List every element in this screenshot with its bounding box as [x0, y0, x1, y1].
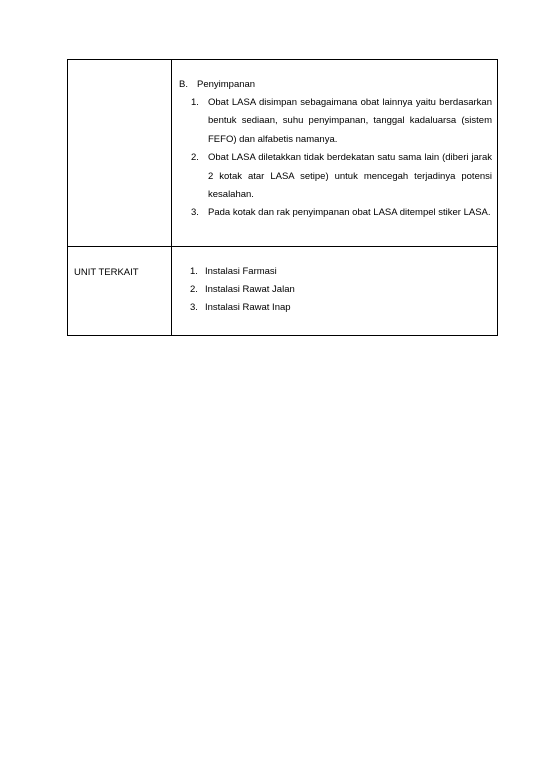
penyimpanan-cell	[172, 60, 498, 247]
penyimpanan-list	[179, 94, 492, 223]
list-number: 1.	[191, 97, 199, 108]
list-text: Obat LASA disimpan sebagaimana obat lainnya yaitu berdasarkan bentuk sediaan, suhu penyimpanan, tanggal kadaluarsa (sistem FEFO) dan alfabetis namanya.	[208, 97, 492, 145]
list-text: Instalasi Rawat Inap	[205, 302, 291, 313]
list-number: 3.	[191, 207, 199, 219]
list-item	[190, 281, 497, 299]
list-number: 2.	[191, 152, 199, 164]
section-heading	[179, 76, 492, 94]
list-item	[191, 204, 492, 222]
list-text: Obat LASA diletakkan tidak berdekatan satu sama lain (diberi jarak 2 kotak atar LASA setipe) untuk mencegah terjadinya potensi kesalahan.	[208, 152, 492, 201]
list-text: Instalasi Farmasi	[205, 266, 277, 277]
table-row-unit-terkait	[68, 247, 498, 336]
list-text: Pada kotak dan rak penyimpanan obat LASA ditempel stiker LASA.	[208, 207, 491, 219]
list-number: 1.	[190, 266, 198, 277]
unit-terkait-list	[172, 247, 497, 317]
list-text: Instalasi Rawat Jalan	[205, 284, 295, 295]
unit-terkait-cell	[172, 247, 498, 336]
section-penyimpanan	[172, 60, 497, 223]
list-item	[190, 299, 497, 317]
document-table	[67, 59, 498, 336]
section-letter: B.	[179, 79, 188, 90]
list-item	[190, 263, 497, 281]
empty-label-cell	[68, 60, 172, 247]
table-row-penyimpanan	[68, 60, 498, 247]
list-item	[191, 149, 492, 204]
list-number: 3.	[190, 302, 198, 313]
unit-terkait-label: UNIT TERKAIT	[74, 267, 139, 278]
list-number: 2.	[190, 284, 198, 295]
section-title: Penyimpanan	[197, 79, 256, 90]
unit-terkait-label-cell	[68, 247, 172, 336]
list-item	[191, 94, 492, 149]
